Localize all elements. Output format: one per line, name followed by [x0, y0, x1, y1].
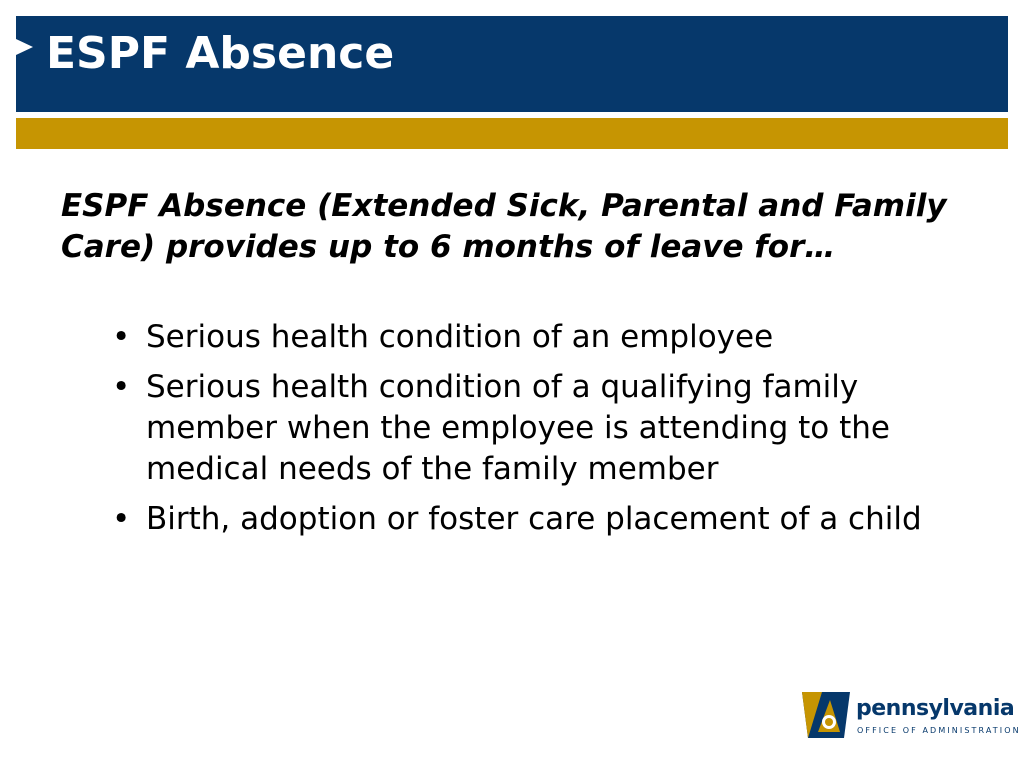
logo-subtitle: OFFICE OF ADMINISTRATION: [857, 726, 1021, 735]
bullet-item: [108, 317, 928, 358]
bullet-dot-icon: •: [112, 501, 131, 537]
slide-title: ESPF Absence: [46, 28, 395, 79]
bullet-dot-icon: •: [112, 369, 131, 405]
pa-logo: [800, 688, 1020, 744]
accent-bar: [16, 118, 1008, 149]
keystone-logo-icon: [800, 688, 852, 742]
intro-text: ESPF Absence (Extended Sick, Parental and Family Care) provides up to 6 months of leave for…: [61, 188, 947, 265]
title-arrow-icon: [16, 39, 33, 55]
bullet-item: [108, 367, 928, 490]
bullet-list: [108, 317, 928, 549]
logo-wordmark: pennsylvania: [856, 696, 1015, 721]
bullet-text: Serious health condition of a qualifying family member when the employee is attending to the medical needs of the family member: [146, 369, 890, 487]
bullet-text: Serious health condition of an employee: [146, 319, 774, 355]
bullet-text: Birth, adoption or foster care placement of a child: [146, 501, 922, 537]
bullet-item: [108, 499, 928, 540]
bullet-dot-icon: •: [112, 319, 131, 355]
